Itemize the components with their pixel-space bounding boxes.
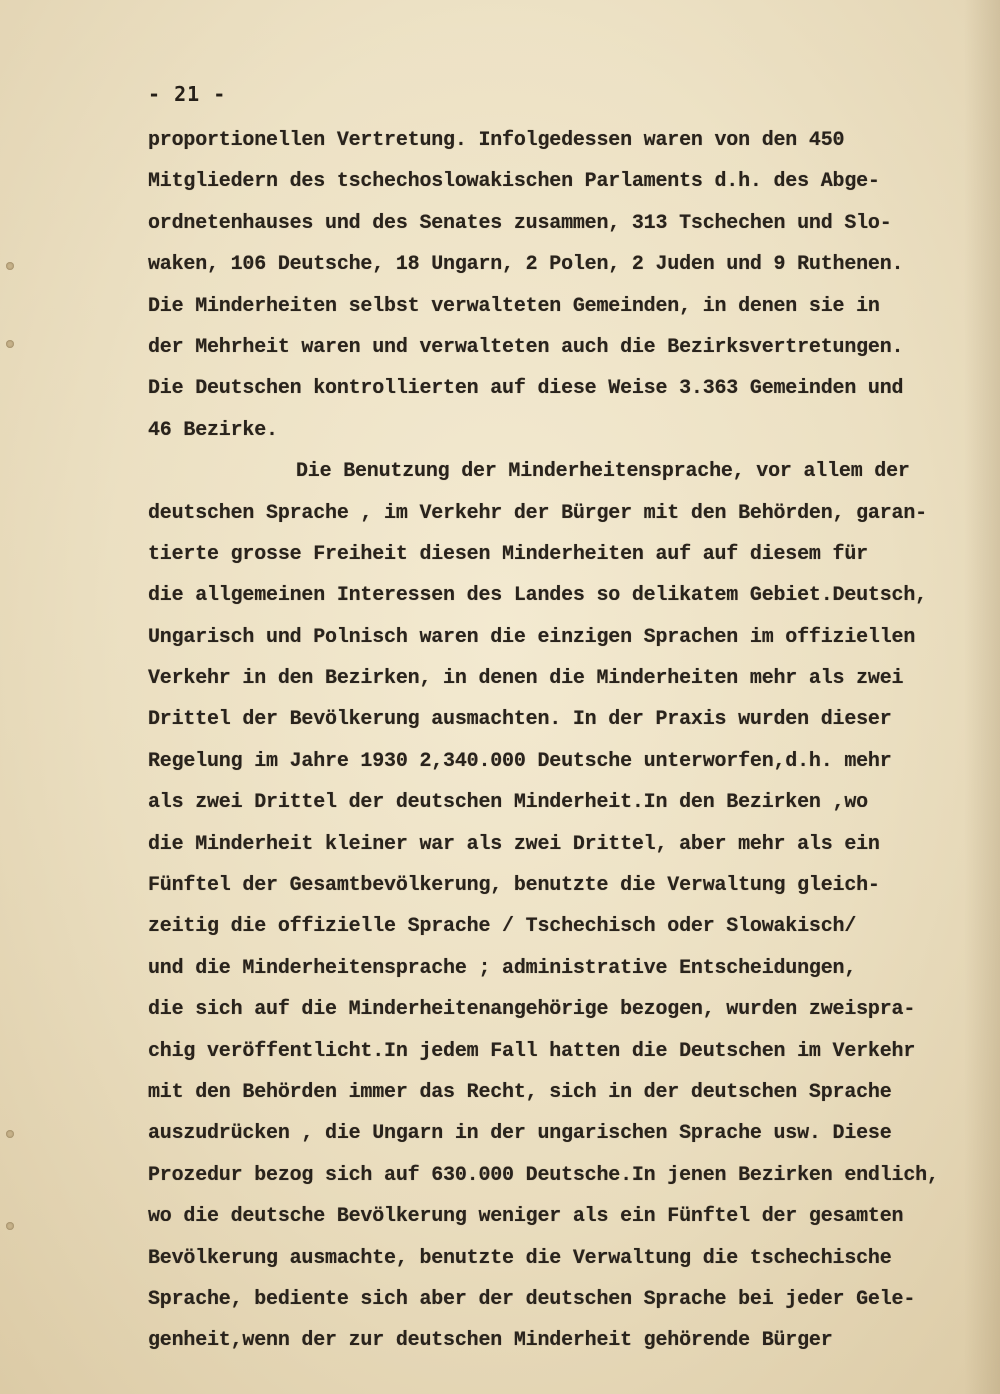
text-line: Prozedur bezog sich auf 630.000 Deutsche.In jenen Bezirken endlich, [148, 1163, 939, 1187]
text-line: der Mehrheit waren und verwalteten auch die Bezirksvertretungen. [148, 335, 904, 359]
text-line: 46 Bezirke. [148, 418, 278, 442]
text-line: wo die deutsche Bevölkerung weniger als ein Fünftel der gesamten [148, 1205, 904, 1229]
text-line: Die Minderheiten selbst verwalteten Gemeinden, in denen sie in [148, 294, 880, 318]
text-line: genheit,wenn der zur deutschen Minderheit gehörende Bürger [148, 1329, 833, 1353]
punch-hole-mark [6, 1130, 14, 1138]
text-line: Drittel der Bevölkerung ausmachten. In der Praxis wurden dieser [148, 708, 892, 732]
typewritten-text-block [148, 120, 978, 1362]
text-line: Die Deutschen kontrollierten auf diese Weise 3.363 Gemeinden und [148, 377, 904, 401]
text-line: auszudrücken , die Ungarn in der ungarischen Sprache usw. Diese [148, 1122, 892, 1146]
text-line: Verkehr in den Bezirken, in denen die Minderheiten mehr als zwei [148, 667, 904, 691]
text-line: Mitgliedern des tschechoslowakischen Parlaments d.h. des Abge- [148, 170, 880, 194]
text-line: chig veröffentlicht.In jedem Fall hatten die Deutschen im Verkehr [148, 1039, 916, 1063]
paragraph-first-line: Die Benutzung der Minderheitensprache, vor allem der [296, 460, 910, 484]
text-line: Regelung im Jahre 1930 2,340.000 Deutsche unterworfen,d.h. mehr [148, 749, 892, 773]
punch-hole-mark [6, 1222, 14, 1230]
text-line: ordnetenhauses und des Senates zusammen, 313 Tschechen und Slo- [148, 211, 892, 235]
punch-hole-mark [6, 340, 14, 348]
punch-hole-mark [6, 262, 14, 270]
text-line: die sich auf die Minderheitenangehörige bezogen, wurden zweispra- [148, 998, 916, 1022]
text-line: und die Minderheitensprache ; administrative Entscheidungen, [148, 956, 857, 980]
text-line: proportionellen Vertretung. Infolgedessen waren von den 450 [148, 129, 845, 152]
text-line: Sprache, bediente sich aber der deutschen Sprache bei jeder Gele- [148, 1287, 916, 1311]
page-number: - 21 - [148, 82, 227, 106]
text-line: mit den Behörden immer das Recht, sich in der deutschen Sprache [148, 1080, 892, 1104]
text-line: Ungarisch und Polnisch waren die einzigen Sprachen im offiziellen [148, 625, 916, 649]
text-line: waken, 106 Deutsche, 18 Ungarn, 2 Polen, 2 Juden und 9 Ruthenen. [148, 253, 904, 277]
text-line: die allgemeinen Interessen des Landes so delikatem Gebiet.Deutsch, [148, 584, 927, 608]
text-line: als zwei Drittel der deutschen Minderheit.In den Bezirken ,wo [148, 791, 868, 815]
text-line: tierte grosse Freiheit diesen Minderheiten auf auf diesem für [148, 542, 868, 566]
text-line: die Minderheit kleiner war als zwei Drittel, aber mehr als ein [148, 832, 880, 856]
text-line: Bevölkerung ausmachte, benutzte die Verwaltung die tschechische [148, 1246, 892, 1270]
text-line: Fünftel der Gesamtbevölkerung, benutzte die Verwaltung gleich- [148, 874, 880, 898]
text-line: deutschen Sprache , im Verkehr der Bürger mit den Behörden, garan- [148, 501, 927, 525]
text-line: zeitig die offizielle Sprache / Tschechisch oder Slowakisch/ [148, 915, 857, 939]
